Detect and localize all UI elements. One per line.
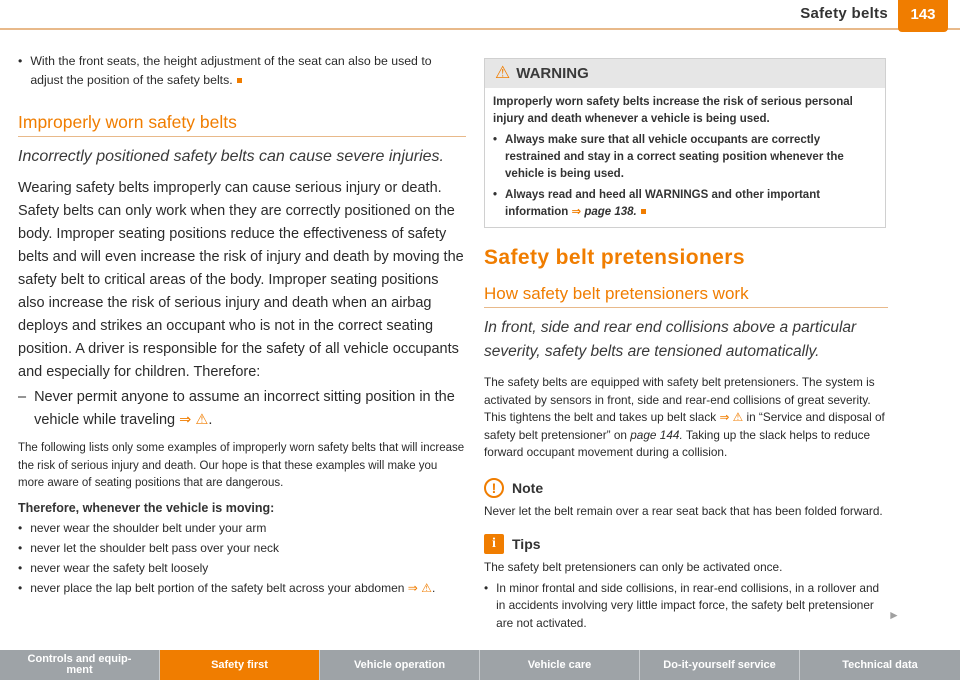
section-title: Improperly worn safety belts	[18, 112, 466, 137]
list-item: • never place the lap belt portion of the safety belt across your abdomen ⇒ ⚠.	[18, 580, 436, 595]
page-number: 143	[910, 6, 936, 23]
arrow-icon: ⇒	[407, 580, 418, 595]
continue-arrow-icon: ►	[888, 608, 900, 622]
arrow-icon: ⇒	[719, 410, 730, 424]
body-paragraph: Wearing safety belts improperly can cause serious injury or death. Safety belts can only work when they are correctly positioned on the body. Improper seating positions reduce the effectiveness of safety belts and will even increase the risk of injury and death by moving the safety belt to critical areas of the body. Improper seating positions also increase the risk of serious injury and death when an airbag deploys and strikes an occupant who is not in the correct seating position. A driver is responsible for the safety of all vehicle occupants and especially for children. Therefore:	[18, 180, 464, 380]
tab-controls-and-equipment[interactable]: Controls and equip- ment	[0, 650, 160, 680]
warning-triangle-icon: ⚠	[495, 63, 511, 82]
tab-vehicle-operation[interactable]: Vehicle operation	[320, 650, 480, 680]
end-mark-icon	[641, 209, 646, 214]
page-reference: page 144.	[630, 427, 683, 442]
tips-bullet: • In minor frontal and side collisions, in rear-end collisions, in a rollover and in accidents involving very little impact force, the safety belt pretensioner are not activated.	[484, 580, 880, 630]
left-column	[18, 52, 466, 598]
intro-bullet: • With the front seats, the height adjustment of the seat can also be used to adjust the position of the safety belts.	[18, 54, 432, 87]
sub-section-title: How safety belt pretensioners work	[484, 284, 888, 308]
note-header	[484, 478, 888, 498]
warning-triangle-icon: ⚠	[732, 410, 744, 424]
warning-body	[485, 88, 885, 227]
main-section-title: Safety belt pretensioners	[484, 246, 745, 269]
note-text: Never let the belt remain over a rear seat back that has been folded forward.	[484, 503, 883, 518]
note-icon: !	[484, 478, 504, 498]
list-item: • never wear the shoulder belt under your arm	[18, 520, 267, 535]
list-item: • never let the shoulder belt pass over your neck	[18, 540, 280, 555]
header-rule	[0, 28, 960, 30]
pretensioner-body: The safety belts are equipped with safety belt pretensioners. The system is activated by sensors in front, side and rear-end collisions of great severity. This tightens the belt and takes up belt slack ⇒ ⚠ in “Service and disposal of safety belt pretensioner” on page 144. Taking up the slack helps to reduce forward occupant movement during a collision.	[484, 375, 885, 459]
info-icon: i	[484, 534, 504, 554]
tips-header	[484, 534, 888, 554]
sub-section-lead: In front, side and rear end collisions above a particular severity, safety belts are tensioned automatically.	[484, 319, 857, 360]
tab-vehicle-care[interactable]: Vehicle care	[480, 650, 640, 680]
section-lead: Incorrectly positioned safety belts can cause severe injuries.	[18, 148, 444, 165]
list-item: • never wear the safety belt loosely	[18, 560, 209, 575]
bold-heading: Therefore, whenever the vehicle is moving:	[18, 500, 275, 515]
arrow-icon: ⇒	[571, 206, 582, 218]
small-paragraph: The following lists only some examples of improperly worn safety belts that will increase the risk of serious injury and death. Our hope is that these examples will make you more aware of seating positions that are dangerous.	[18, 442, 465, 489]
warning-triangle-icon: ⚠	[421, 580, 432, 595]
warning-bullet: • Always read and heed all WARNINGS and other important information ⇒ page 138.	[493, 189, 821, 218]
warning-triangle-icon: ⚠	[195, 412, 209, 428]
warning-box	[484, 58, 886, 228]
warning-header	[485, 59, 885, 88]
tab-safety-first[interactable]: Safety first	[160, 650, 320, 680]
warning-lead: Improperly worn safety belts increase the risk of serious personal injury and death whenever a vehicle is being used.	[493, 96, 853, 125]
footer-nav	[0, 650, 960, 680]
tips-title: Tips	[512, 536, 541, 552]
tab-do-it-yourself-service[interactable]: Do-it-yourself service	[640, 650, 800, 680]
page-title: Safety belts	[800, 5, 888, 22]
dash-item: – Never permit anyone to assume an incorrect sitting position in the vehicle while traveling ⇒ ⚠.	[18, 389, 455, 428]
examples-list	[18, 518, 466, 598]
note-title: Note	[512, 479, 544, 496]
page-reference: page 138.	[584, 206, 637, 218]
warning-bullet: • Always make sure that all vehicle occupants are correctly restrained and stay in a correct seating position whenever the vehicle is being used.	[493, 134, 844, 180]
tab-technical-data[interactable]: Technical data	[842, 658, 918, 671]
arrow-icon: ⇒	[179, 412, 192, 428]
end-mark-icon	[237, 78, 242, 83]
warning-title: WARNING	[516, 64, 589, 82]
right-column	[484, 58, 888, 632]
tips-text: The safety belt pretensioners can only be activated once.	[484, 560, 783, 574]
